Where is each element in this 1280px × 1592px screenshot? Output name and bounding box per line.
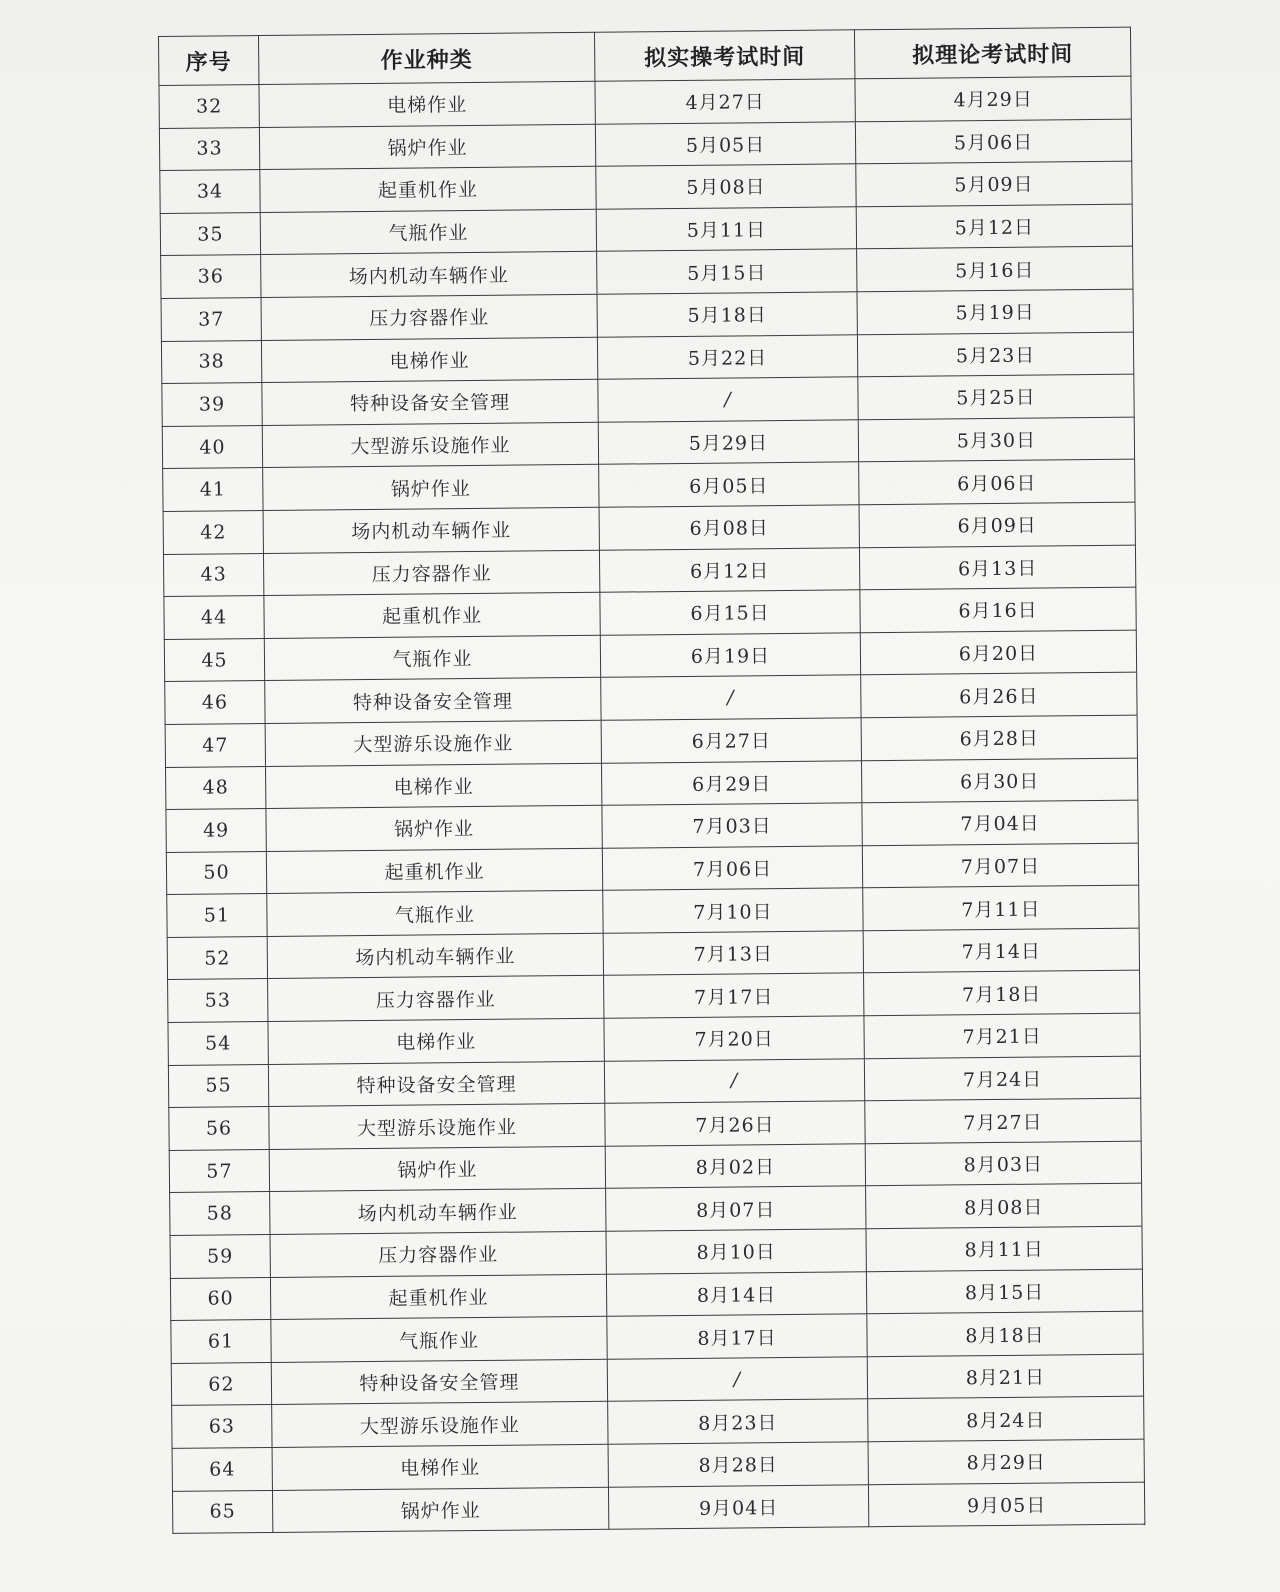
row-theory-date: 8月11日	[866, 1226, 1142, 1271]
row-theory-date: 7月18日	[864, 971, 1140, 1016]
row-category: 场内机动车辆作业	[263, 507, 599, 553]
row-category: 特种设备安全管理	[265, 678, 601, 724]
row-number: 37	[161, 297, 261, 341]
row-number: 45	[164, 638, 264, 682]
row-number: 43	[163, 553, 263, 597]
row-practical-date: 7月20日	[604, 1016, 864, 1061]
row-practical-date: /	[607, 1357, 867, 1402]
row-theory-date: 4月29日	[855, 76, 1131, 121]
row-number: 50	[166, 851, 266, 895]
schedule-table-wrapper	[158, 27, 1144, 1534]
row-number: 51	[167, 894, 267, 938]
row-number: 62	[171, 1362, 271, 1406]
row-category: 大型游乐设施作业	[265, 720, 601, 766]
row-practical-date: 6月05日	[599, 462, 859, 507]
row-number: 41	[163, 468, 263, 512]
row-practical-date: 7月13日	[603, 931, 863, 976]
row-practical-date: 7月17日	[604, 973, 864, 1018]
row-number: 59	[170, 1235, 270, 1279]
row-category: 大型游乐设施作业	[269, 1104, 605, 1150]
row-theory-date: 7月04日	[862, 800, 1138, 845]
row-theory-date: 8月03日	[865, 1141, 1141, 1186]
header-practical-exam-time: 拟实操考试时间	[594, 30, 854, 81]
row-practical-date: 7月10日	[603, 888, 863, 933]
row-practical-date: 8月28日	[608, 1442, 868, 1487]
row-category: 电梯作业	[266, 763, 602, 809]
row-theory-date: 9月05日	[868, 1482, 1144, 1527]
header-seq: 序号	[159, 36, 259, 86]
table-body	[159, 76, 1145, 1533]
row-category: 特种设备安全管理	[271, 1359, 607, 1405]
row-category: 起重机作业	[266, 848, 602, 894]
row-theory-date: 7月11日	[863, 885, 1139, 930]
row-theory-date: 6月13日	[859, 545, 1135, 590]
row-practical-date: 8月23日	[608, 1399, 868, 1444]
row-category: 特种设备安全管理	[262, 379, 598, 425]
row-category: 压力容器作业	[268, 976, 604, 1022]
row-number: 39	[162, 383, 262, 427]
row-number: 53	[168, 979, 268, 1023]
row-number: 54	[168, 1022, 268, 1066]
row-number: 38	[161, 340, 261, 384]
row-number: 44	[164, 596, 264, 640]
row-category: 压力容器作业	[261, 294, 597, 340]
row-category: 锅炉作业	[269, 1146, 605, 1192]
row-category: 场内机动车辆作业	[261, 252, 597, 298]
row-theory-date: 8月21日	[867, 1354, 1143, 1399]
row-number: 56	[169, 1107, 269, 1151]
row-theory-date: 5月30日	[858, 417, 1134, 462]
row-practical-date: 5月05日	[595, 121, 855, 166]
row-number: 58	[170, 1192, 270, 1236]
row-practical-date: 6月15日	[600, 590, 860, 635]
row-theory-date: 5月12日	[856, 204, 1132, 249]
row-theory-date: 5月25日	[858, 374, 1134, 419]
row-number: 46	[165, 681, 265, 725]
exam-schedule-table	[158, 27, 1145, 1534]
row-practical-date: 7月06日	[602, 845, 862, 890]
row-category: 锅炉作业	[259, 124, 595, 170]
row-category: 气瓶作业	[260, 209, 596, 255]
row-theory-date: 6月30日	[861, 758, 1137, 803]
row-theory-date: 6月16日	[860, 587, 1136, 632]
row-practical-date: 5月11日	[596, 207, 856, 252]
row-category: 电梯作业	[268, 1018, 604, 1064]
row-practical-date: 8月14日	[606, 1271, 866, 1316]
row-practical-date: 6月08日	[599, 505, 859, 550]
row-theory-date: 8月18日	[867, 1311, 1143, 1356]
row-theory-date: 6月28日	[861, 715, 1137, 760]
row-practical-date: /	[601, 675, 861, 720]
row-category: 气瓶作业	[267, 891, 603, 937]
row-category: 压力容器作业	[263, 550, 599, 596]
row-number: 33	[159, 127, 259, 171]
row-number: 34	[160, 170, 260, 214]
row-category: 压力容器作业	[270, 1231, 606, 1277]
row-category: 气瓶作业	[271, 1316, 607, 1362]
row-theory-date: 6月06日	[859, 459, 1135, 504]
row-number: 36	[161, 255, 261, 299]
row-practical-date: 5月29日	[598, 420, 858, 465]
row-category: 场内机动车辆作业	[267, 933, 603, 979]
table-row	[172, 1482, 1144, 1534]
row-category: 锅炉作业	[266, 805, 602, 851]
row-theory-date: 8月24日	[868, 1397, 1144, 1442]
row-practical-date: 7月26日	[605, 1101, 865, 1146]
row-theory-date: 7月07日	[862, 843, 1138, 888]
row-category: 锅炉作业	[272, 1487, 608, 1533]
row-category: 起重机作业	[260, 166, 596, 212]
row-category: 特种设备安全管理	[268, 1061, 604, 1107]
row-theory-date: 5月16日	[857, 247, 1133, 292]
row-theory-date: 6月09日	[859, 502, 1135, 547]
row-practical-date: 8月10日	[606, 1229, 866, 1274]
row-practical-date: /	[598, 377, 858, 422]
row-number: 61	[171, 1320, 271, 1364]
row-number: 42	[163, 510, 263, 554]
row-category: 电梯作业	[272, 1444, 608, 1490]
row-number: 64	[172, 1447, 272, 1491]
row-theory-date: 6月20日	[860, 630, 1136, 675]
row-theory-date: 5月19日	[857, 289, 1133, 334]
row-theory-date: 8月15日	[866, 1269, 1142, 1314]
row-practical-date: 5月22日	[597, 334, 857, 379]
row-category: 大型游乐设施作业	[262, 422, 598, 468]
row-theory-date: 5月23日	[857, 332, 1133, 377]
row-number: 35	[160, 212, 260, 256]
row-number: 60	[170, 1277, 270, 1321]
row-practical-date: 8月07日	[606, 1186, 866, 1231]
row-number: 65	[172, 1490, 272, 1534]
row-practical-date: 5月18日	[597, 292, 857, 337]
row-number: 40	[162, 425, 262, 469]
row-practical-date: /	[604, 1058, 864, 1103]
row-category: 电梯作业	[259, 81, 595, 127]
row-practical-date: 6月12日	[599, 547, 859, 592]
row-practical-date: 6月27日	[601, 718, 861, 763]
row-number: 57	[169, 1149, 269, 1193]
row-practical-date: 8月17日	[607, 1314, 867, 1359]
row-number: 63	[172, 1405, 272, 1449]
row-theory-date: 7月27日	[865, 1098, 1141, 1143]
row-practical-date: 4月27日	[595, 79, 855, 124]
row-practical-date: 9月04日	[608, 1484, 868, 1529]
row-category: 大型游乐设施作业	[272, 1402, 608, 1448]
row-theory-date: 7月21日	[864, 1013, 1140, 1058]
row-number: 32	[159, 85, 259, 129]
row-category: 起重机作业	[264, 592, 600, 638]
row-practical-date: 7月03日	[602, 803, 862, 848]
row-number: 52	[167, 936, 267, 980]
row-practical-date: 5月15日	[597, 249, 857, 294]
row-theory-date: 5月09日	[856, 161, 1132, 206]
row-number: 49	[166, 809, 266, 853]
row-theory-date: 8月29日	[868, 1439, 1144, 1484]
header-category: 作业种类	[259, 32, 595, 84]
row-number: 55	[168, 1064, 268, 1108]
row-number: 47	[165, 723, 265, 767]
row-category: 起重机作业	[270, 1274, 606, 1320]
row-theory-date: 8月08日	[866, 1184, 1142, 1229]
row-category: 电梯作业	[261, 337, 597, 383]
header-theory-exam-time: 拟理论考试时间	[854, 27, 1130, 79]
row-category: 场内机动车辆作业	[270, 1189, 606, 1235]
row-theory-date: 7月24日	[864, 1056, 1140, 1101]
row-theory-date: 6月26日	[861, 672, 1137, 717]
row-practical-date: 6月19日	[600, 633, 860, 678]
row-practical-date: 5月08日	[596, 164, 856, 209]
row-theory-date: 7月14日	[863, 928, 1139, 973]
row-practical-date: 8月02日	[605, 1144, 865, 1189]
row-practical-date: 6月29日	[601, 760, 861, 805]
row-theory-date: 5月06日	[855, 119, 1131, 164]
row-number: 48	[166, 766, 266, 810]
row-category: 锅炉作业	[263, 465, 599, 511]
row-category: 气瓶作业	[264, 635, 600, 681]
